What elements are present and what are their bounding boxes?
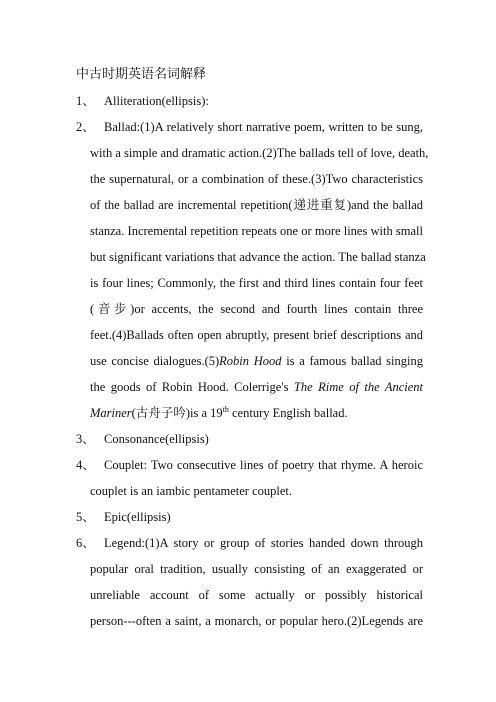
list-item-text [104, 530, 423, 556]
text-fragment: use concise dialogues.(5) [90, 354, 220, 368]
superscript: th [222, 404, 229, 414]
list-item-text-continued [90, 478, 423, 504]
text-line: of the ballad are incremental repetition(递进重复)and the ballad [90, 198, 423, 212]
text-line [90, 400, 423, 426]
list-item-number: 2、 [76, 120, 95, 134]
italic-title: The Rime of the Ancient [293, 380, 423, 394]
italic-title: Mariner [90, 406, 132, 420]
text-line: stanza. Incremental repetition repeats one or more lines with small [90, 224, 423, 238]
text-line: Couplet: Two consecutive lines of poetry that rhyme. A heroic [104, 458, 423, 472]
list-item-text-continued [90, 556, 423, 634]
italic-title: Robin Hood [219, 354, 282, 368]
list-item-number: 6、 [76, 536, 95, 550]
list-item-text [104, 114, 423, 140]
text-line: person---often a saint, a monarch, or popular hero.(2)Legends are [90, 614, 423, 628]
text-line: feet.(4)Ballads often open abruptly, present brief descriptions and [90, 328, 423, 342]
document-title: 中古时期英语名词解释 [76, 66, 207, 81]
list-item-number: 5、 [76, 510, 95, 524]
list-item-text [104, 88, 423, 114]
text-line: Legend:(1)A story or group of stories handed down through [104, 536, 423, 550]
text-line: with a simple and dramatic action.(2)The ballads tell of love, death, [90, 146, 429, 160]
text-line: couplet is an iambic pentameter couplet. [90, 484, 293, 498]
list-item-text [104, 452, 423, 478]
text-line [90, 374, 423, 400]
list-item-number: 1、 [76, 94, 95, 108]
text-line: popular oral tradition, usually consisting of an exaggerated or [90, 562, 423, 576]
text-fragment: is a famous ballad singing [286, 354, 423, 368]
text-line: but significant variations that advance the action. The ballad stanza [90, 250, 426, 264]
text-line [90, 348, 423, 374]
list-item-text [104, 426, 423, 452]
text-line: Consonance(ellipsis) [104, 432, 209, 446]
text-line: is four lines; Commonly, the first and third lines contain four feet [90, 276, 423, 290]
text-line: Alliteration(ellipsis): [104, 94, 209, 108]
list-item-number: 4、 [76, 458, 95, 472]
text-line: (音步)or accents, the second and fourth lines contain three [90, 302, 423, 316]
text-line: unreliable account of some actually or possibly historical [90, 588, 423, 602]
text-fragment: century English ballad. [228, 406, 348, 420]
text-fragment: (古舟子吟)is a 19 [131, 406, 223, 420]
text-line: Ballad:(1)A relatively short narrative poem, written to be sung, [104, 120, 423, 134]
list-item-text-continued [90, 140, 429, 426]
text-line: Epic(ellipsis) [104, 510, 171, 524]
list-item-text [104, 504, 423, 530]
text-line: the supernatural, or a combination of these.(3)Two characteristics [90, 172, 423, 186]
list-item-number: 3、 [76, 432, 95, 446]
text-fragment: the goods of Robin Hood. Colerrige's [90, 380, 294, 394]
